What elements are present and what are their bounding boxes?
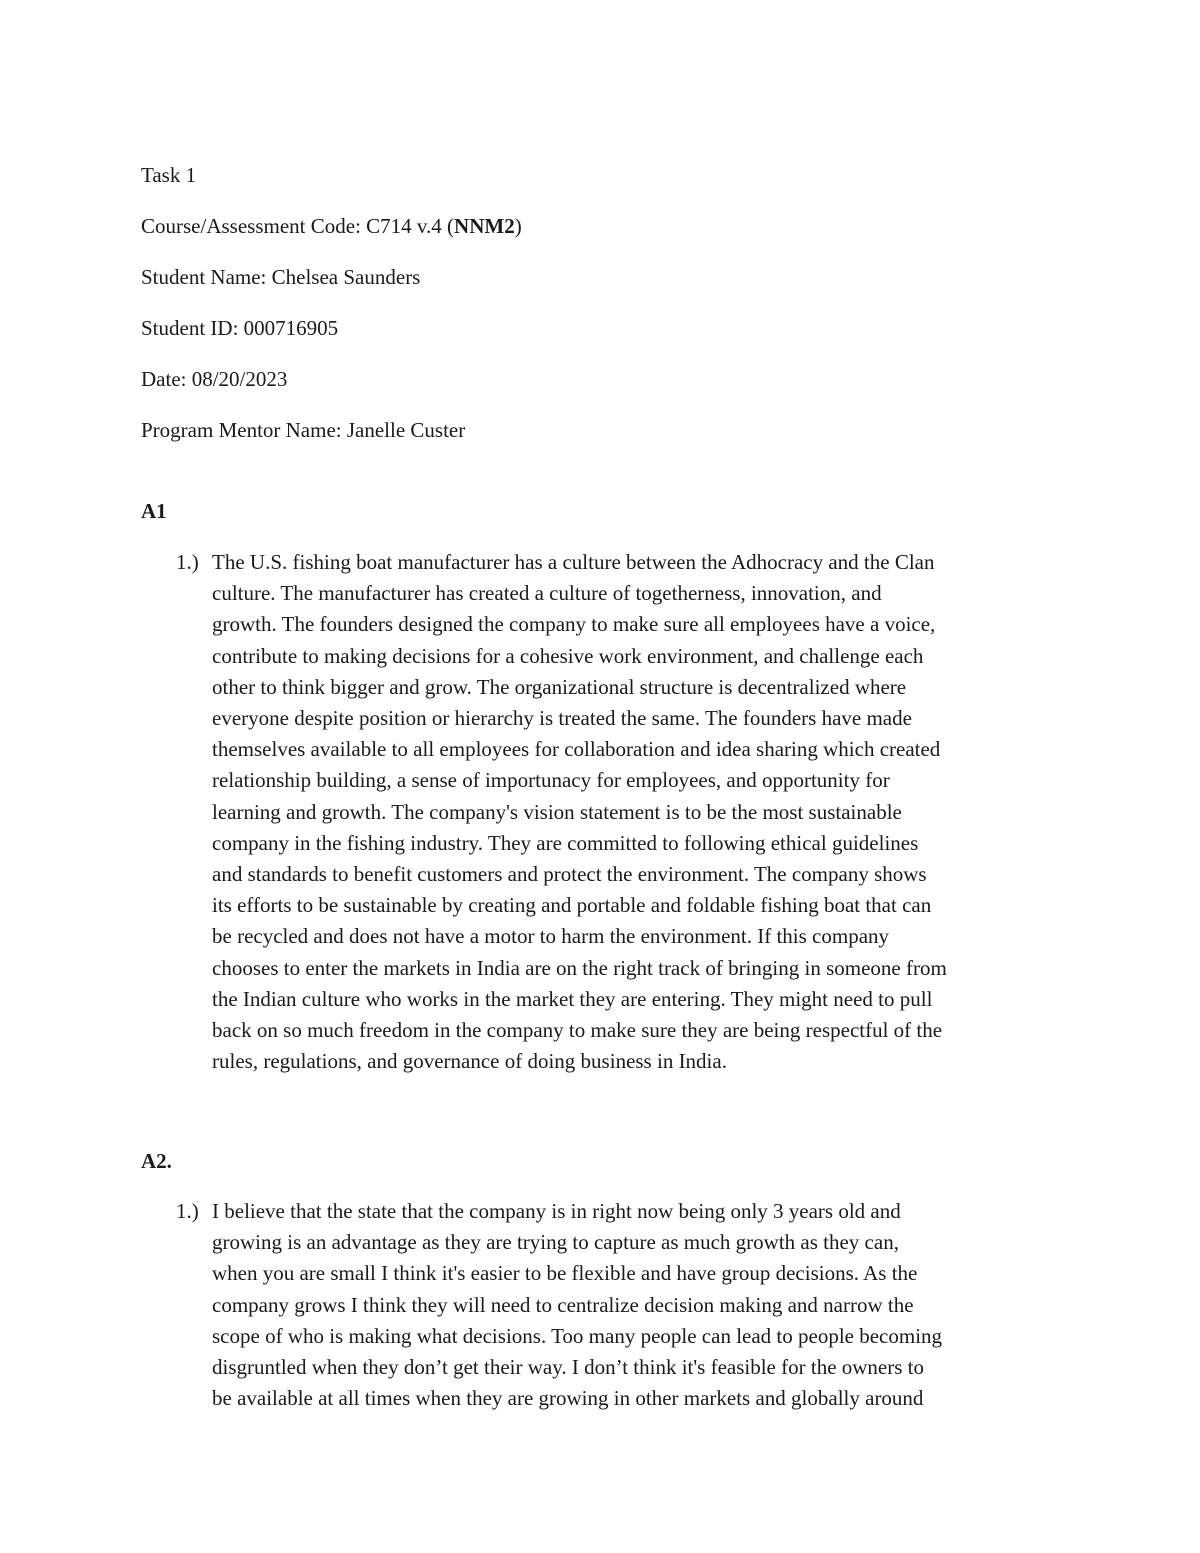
course-code-line <box>141 212 522 240</box>
text-line: growth. The founders designed the company to make sure all employees have a voice, <box>212 612 936 637</box>
course-code-close: ) <box>514 214 522 238</box>
text-line: the Indian culture who works in the market they are entering. They might need to pull <box>212 986 933 1011</box>
date-line: Date: 08/20/2023 <box>141 367 288 391</box>
text-line: disgruntled when they don’t get their way. I don’t think it's feasible for the owners to <box>212 1355 925 1380</box>
text-line: chooses to enter the markets in India are on the right track of bringing in someone from <box>212 955 947 980</box>
list-item-text <box>212 547 1056 1077</box>
course-code-value: NNM2 <box>454 214 515 238</box>
text-line: company in the fishing industry. They are committed to following ethical guidelines <box>212 830 919 855</box>
task-title: Task 1 <box>141 163 197 187</box>
text-line: company grows I think they will need to centralize decision making and narrow the <box>212 1292 914 1317</box>
text-line: The U.S. fishing boat manufacturer has a culture between the Adhocracy and the Clan <box>212 550 935 574</box>
list-item-number: 1.) <box>176 550 199 574</box>
text-line: when you are small I think it's easier to be flexible and have group decisions. As the <box>212 1261 918 1286</box>
text-line: culture. The manufacturer has created a culture of togetherness, innovation, and <box>212 581 882 606</box>
list-item-a1 <box>176 547 1056 1077</box>
text-line: everyone despite position or hierarchy is treated the same. The founders have made <box>212 706 912 731</box>
student-name: Student Name: Chelsea Saunders <box>141 265 421 289</box>
text-line: growing is an advantage as they are trying to capture as much growth as they can, <box>212 1230 899 1255</box>
text-line: scope of who is making what decisions. Too many people can lead to people becoming <box>212 1323 943 1348</box>
text-line: other to think bigger and grow. The organizational structure is decentralized where <box>212 674 907 699</box>
text-line: themselves available to all employees for collaboration and idea sharing which created <box>212 737 941 762</box>
list-item-a2 <box>176 1196 1056 1414</box>
list-item-text <box>212 1196 1056 1414</box>
text-line: learning and growth. The company's vision statement is to be the most sustainable <box>212 799 902 824</box>
text-line: be recycled and does not have a motor to harm the environment. If this company <box>212 924 890 949</box>
section-heading-a1: A1 <box>141 499 167 523</box>
course-code-label: Course/Assessment Code: C714 v.4 ( <box>141 214 455 238</box>
text-line: I believe that the state that the company is in right now being only 3 years old and <box>212 1199 901 1223</box>
list-item-number: 1.) <box>176 1199 199 1223</box>
mentor-name: Program Mentor Name: Janelle Custer <box>141 418 466 442</box>
text-line: relationship building, a sense of importunacy for employees, and opportunity for <box>212 768 890 793</box>
text-line: and standards to benefit customers and protect the environment. The company shows <box>212 862 927 887</box>
text-line: contribute to making decisions for a cohesive work environment, and challenge each <box>212 643 924 668</box>
section-heading-a2: A2. <box>141 1149 172 1173</box>
text-line: rules, regulations, and governance of doing business in India. <box>212 1049 727 1074</box>
text-line: back on so much freedom in the company to make sure they are being respectful of the <box>212 1018 943 1043</box>
text-line: its efforts to be sustainable by creating and portable and foldable fishing boat that can <box>212 893 932 918</box>
student-id: Student ID: 000716905 <box>141 316 339 340</box>
text-line: be available at all times when they are growing in other markets and globally around <box>212 1386 924 1411</box>
